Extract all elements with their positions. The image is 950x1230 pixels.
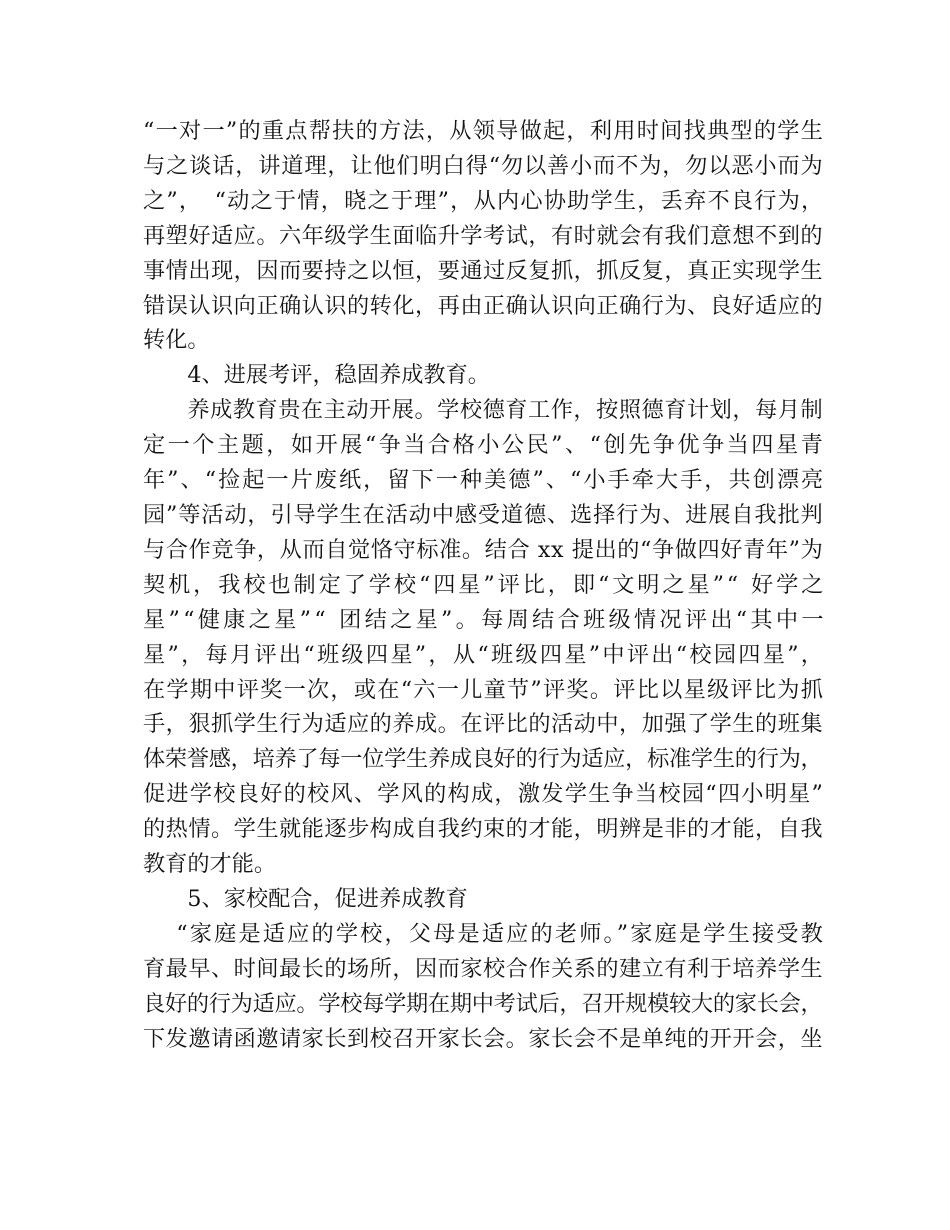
text-line: 下发邀请函邀请家长到校召开家长会。家长会不是单纯的开开会，坐 [143, 1025, 824, 1052]
text-line: 事情出现，因而要持之以恒，要通过反复抓，抓反复，真正实现学生 [143, 257, 824, 284]
text-line: 星”“健康之星”“ 团结之星”。每周结合班级情况评出“其中一 [143, 606, 827, 633]
text-line: 星”，每月评出“班级四星”，从“班级四星”中评出“校园四星”， [143, 641, 826, 668]
text-line: 良好的行为适应。学校每学期在期中考试后，召开规模较大的家长会， [143, 990, 823, 1017]
section-heading-4 [143, 358, 823, 393]
text-line: 促进学校良好的校风、学风的构成，激发学生争当校园“四小明星” [143, 781, 825, 808]
text-line: 转化。 [143, 327, 210, 354]
text-line: 之”， “动之于情，晓之于理”，从内心协助学生，丢弃不良行为， [143, 187, 825, 214]
text-line: 年”、“捡起一片废纸，留下一种美德”、“小手牵大手，共创漂亮 [143, 467, 826, 494]
text-line: 园”等活动，引导学生在活动中感受道德、选择行为、进展自我批判 [143, 501, 824, 528]
text-line: 在学期中评奖一次，或在“六一儿童节”评奖。评比以星级评比为抓 [143, 676, 825, 703]
text-line: 育最早、时间最长的场所，因而家校合作关系的建立有利于培养学生 [143, 955, 824, 982]
text-line: 定一个主题，如开展“争当合格小公民”、“创先争优争当四星青 [143, 432, 826, 459]
section-heading-5 [143, 882, 823, 917]
text-line: 错误认识向正确认识的转化，再由正确认识向正确行为、良好适应的 [143, 292, 824, 319]
text-line: 与之谈话，讲道理，让他们明白得“勿以善小而不为，勿以恶小而为 [143, 152, 824, 179]
paragraph-p2 [143, 393, 827, 882]
text-line: 养成教育贵在主动开展。学校德育工作，按照德育计划，每月制 [187, 397, 824, 424]
text-line: 教育的才能。 [143, 851, 277, 878]
text-line: 体荣誉感，培养了每一位学生养成良好的行为适应，标准学生的行为， [143, 746, 823, 773]
document-page [143, 114, 827, 1056]
heading-line: 5、家校配合，促进养成教育 [187, 885, 468, 912]
text-line: 手，狠抓学生行为适应的养成。在评比的活动中，加强了学生的班集 [143, 711, 824, 738]
paragraph-p1 [143, 114, 823, 358]
text-line: “一对一”的重点帮扶的方法，从领导做起，利用时间找典型的学生 [143, 118, 825, 144]
text-line: 与合作竞争，从而自觉恪守标准。结合 xx 提出的“争做四好青年”为 [143, 536, 824, 563]
text-line: 再塑好适应。六年级学生面临升学考试，有时就会有我们意想不到的 [143, 222, 824, 249]
heading-line: 4、进展考评，稳固养成教育。 [187, 362, 490, 389]
paragraph-p3 [143, 917, 823, 1057]
text-line: “家庭是适应的学校，父母是适应的老师。”家庭是学生接受教 [176, 920, 825, 947]
text-line: 契机，我校也制定了学校“四星”评比，即“文明之星”“ 好学之 [143, 571, 827, 598]
text-line: 的热情。学生就能逐步构成自我约束的才能，明辨是非的才能，自我 [143, 816, 824, 843]
